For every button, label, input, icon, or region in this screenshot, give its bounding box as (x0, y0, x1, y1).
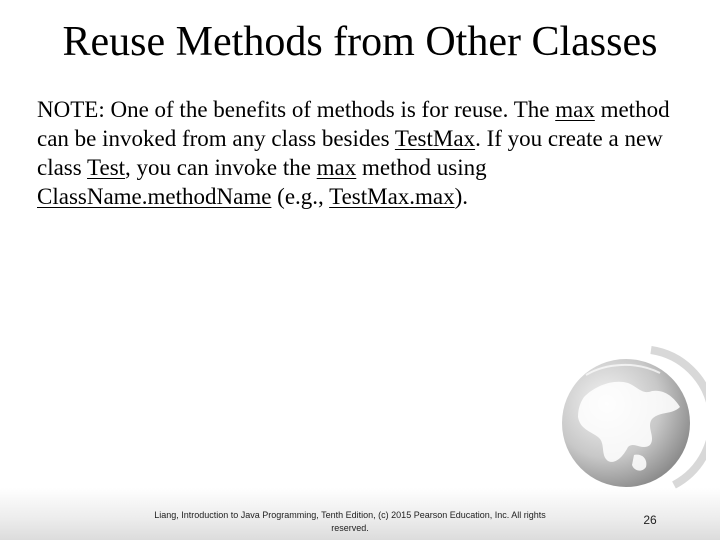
globe-decoration-icon (556, 345, 706, 495)
slide-body-note (37, 95, 697, 211)
body-text-segment: ). (454, 184, 469, 209)
body-text-segment: method using (356, 155, 487, 180)
body-text-segment: method can be invoked from any class besides (37, 97, 670, 151)
code-term-max: max (555, 97, 595, 122)
page-number: 26 (643, 513, 657, 527)
body-text-segment: NOTE: One of the benefits of methods is for reuse. The (37, 97, 556, 122)
code-term-testmax: TestMax (394, 126, 476, 151)
code-term-test: Test (87, 155, 126, 180)
footer-copyright: Liang, Introduction to Java Programming, Tenth Edition, (c) 2015 Pearson Education, Inc. All rights reserved. (154, 510, 546, 533)
body-text-segment: , you can invoke the (125, 155, 317, 180)
body-text-segment: (e.g., (271, 184, 330, 209)
code-term-testmax-max: TestMax.max (329, 184, 455, 209)
body-text-segment: . If you create a new class (37, 126, 663, 180)
code-term-max: max (316, 155, 357, 180)
slide-title: Reuse Methods from Other Classes (62, 19, 658, 65)
code-term-classname-methodname: ClassName.methodName (37, 184, 272, 209)
